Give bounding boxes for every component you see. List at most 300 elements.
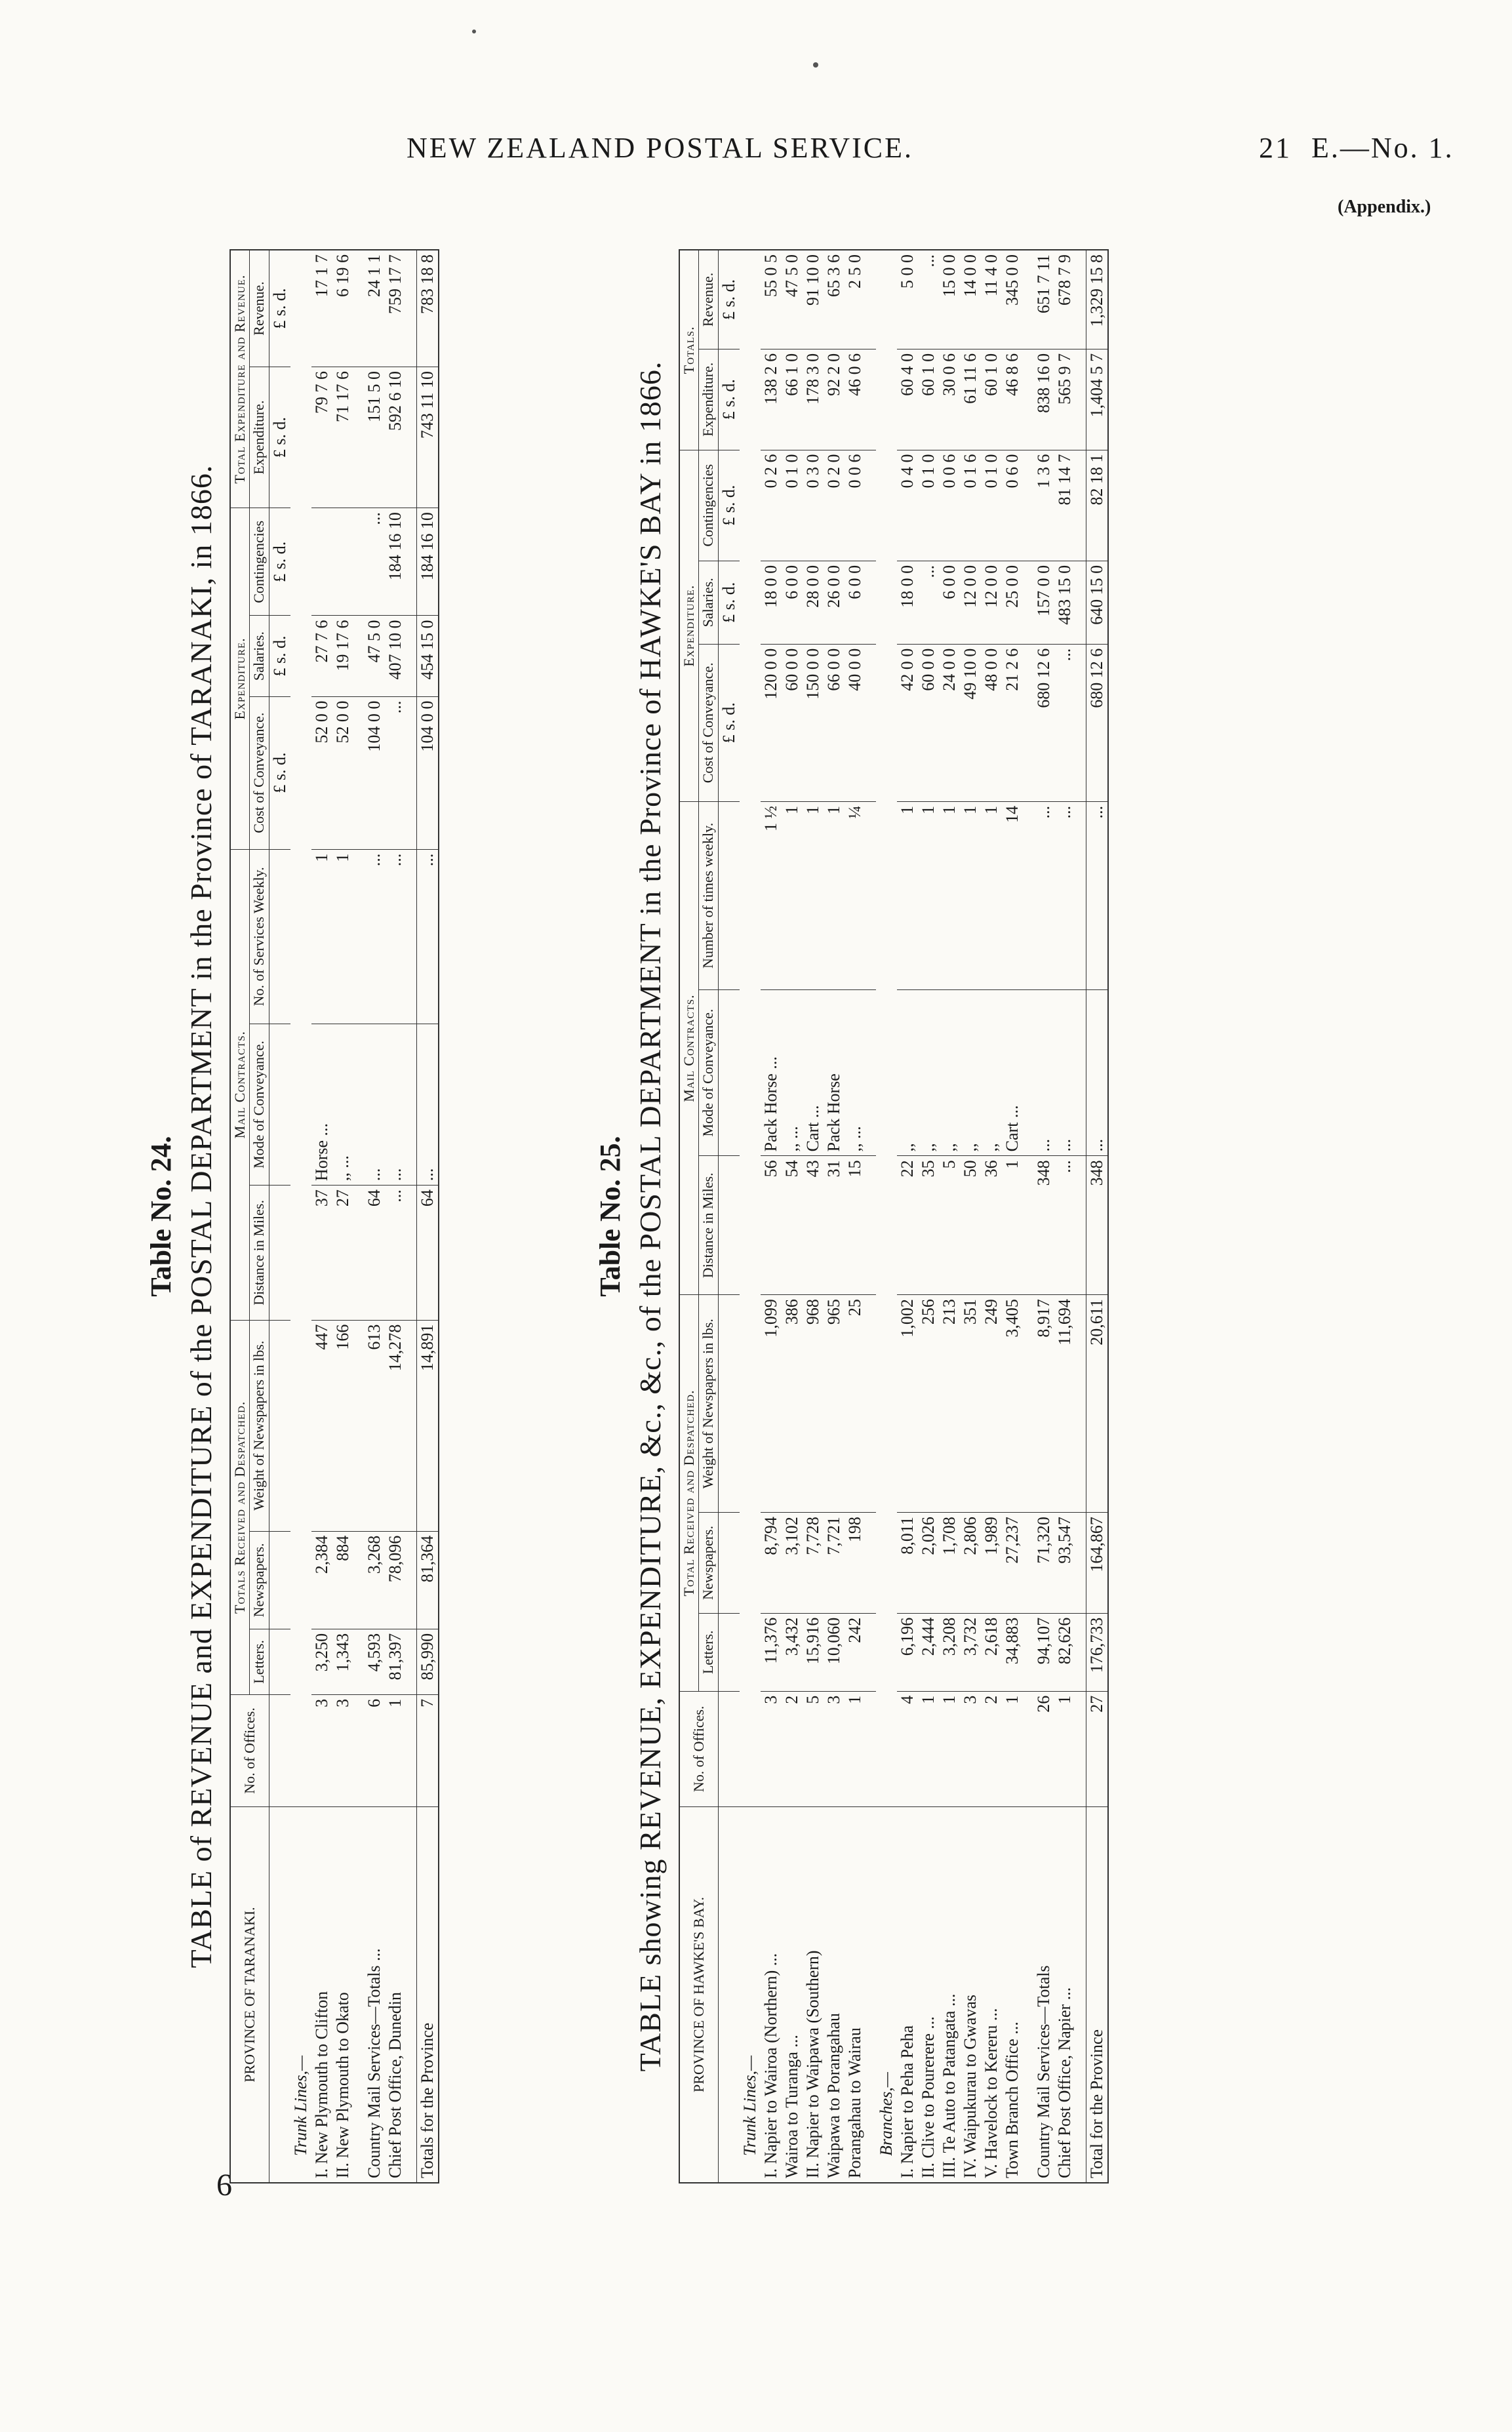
table-cell: 0 2 6 [761,450,782,561]
table-cell: 164,867 [1086,1513,1108,1614]
table-cell: ... [1054,801,1075,989]
row-spacer [406,250,417,2183]
appendix-label: (Appendix.) [1338,197,1431,217]
t24-group-total-exp: Total Expenditure and Revenue. [230,250,250,508]
table-cell: 184 16 10 [416,508,439,616]
t25-col-distance: Distance in Miles. [699,1156,718,1295]
t24-unit: £ s. d. [269,696,290,849]
table-cell: ,, ... [845,989,865,1156]
table-cell: 6,196 [897,1613,918,1691]
table-cell: Pack Horse [824,989,845,1156]
table-cell: 3 [960,1691,981,1806]
t25-col-expenditure: Expenditure. [699,349,718,450]
row-spacer [353,250,364,2183]
table-cell: 783 18 8 [416,250,439,367]
table-cell: 8,794 [761,1513,782,1614]
table-cell: 54 [782,1156,803,1295]
table-cell: ... [416,849,439,1024]
table-cell: 48 0 0 [981,644,1002,801]
table-cell: 92 2 0 [824,349,845,450]
ink-speck [472,30,476,33]
table-cell: 0 6 0 [1002,450,1023,561]
table-cell: ... [1054,1156,1075,1295]
table-cell: 151 5 0 [364,367,385,508]
table-cell: 50 [960,1156,981,1295]
table-cell: 28 0 0 [803,561,824,644]
table-cell: 60 4 0 [897,349,918,450]
table-cell: 26 0 0 [824,561,845,644]
t24-col-expenditure: Expenditure. [250,367,269,508]
table-row [782,250,803,2183]
table-cell: 1 [897,801,918,989]
table-cell: 7 [416,1694,439,1806]
t24-unit: £ s. d. [269,508,290,616]
table-cell: 60 1 0 [918,349,939,450]
t24-col-cost: Cost of Conveyance. [250,696,269,849]
table-cell: 26 [1033,1691,1054,1806]
table-25-caption: TABLE showing REVENUE, EXPENDITURE, &c., &c., of the POSTAL DEPARTMENT in the Province of HAWKE'S BAY in 1866. [633,361,667,2072]
table-cell: 1 [311,849,332,1024]
table-cell: 0 0 6 [939,450,960,561]
t25-col-contingencies: Contingencies [699,450,718,561]
table-row [939,250,960,2183]
table-cell: 34,883 [1002,1613,1023,1691]
table-cell: 1,099 [761,1295,782,1513]
table-cell: 447 [311,1320,332,1531]
t24-section-trunk: Trunk Lines,— [290,1807,311,2183]
table-cell: ,, ... [332,1024,353,1186]
table-cell: 0 3 0 [803,450,824,561]
table-cell: 21 2 6 [1002,644,1023,801]
table-cell: ¼ [845,801,865,989]
table-cell: 2 [981,1691,1002,1806]
table-cell: 91 10 0 [803,250,824,349]
table-cell: 242 [845,1613,865,1691]
table-cell: 27 [1086,1691,1108,1806]
table-cell: 15,916 [803,1613,824,1691]
table-cell: 85,990 [416,1629,439,1694]
table-cell: 4 [897,1691,918,1806]
table-row [981,250,1002,2183]
table-cell: 40 0 0 [845,644,865,801]
row-label: II. Clive to Pourerere ... [918,1807,939,2183]
table-cell: 3 [824,1691,845,1806]
row-label: Wairoa to Turanga ... [782,1807,803,2183]
table-row [960,250,981,2183]
table-cell: ... [1086,801,1108,989]
table-cell: 1 [918,1691,939,1806]
table-cell: 150 0 0 [803,644,824,801]
table-cell: 49 10 0 [960,644,981,801]
table-cell: ,, [960,989,981,1156]
row-label: Country Mail Services—Totals [1033,1807,1054,2183]
t25-col-offices: No. of Offices. [679,1691,718,1806]
t25-col-salaries: Salaries. [699,561,718,644]
table-cell: 15 [845,1156,865,1295]
table-cell: 12 0 0 [981,561,1002,644]
table-cell: ... [918,561,939,644]
row-label: Total for the Province [1086,1807,1108,2183]
table-cell: 3 [332,1694,353,1806]
table-cell: 20,611 [1086,1295,1108,1513]
table-cell: 24 1 1 [364,250,385,367]
table-24-body [269,250,439,2183]
table-cell: 2 [782,1691,803,1806]
table-row [824,250,845,2183]
table-cell: 12 0 0 [960,561,981,644]
table-cell: 14 [1002,801,1023,989]
table-cell: 0 1 6 [960,450,981,561]
table-cell: 78,096 [385,1531,406,1629]
table-cell: 82,626 [1054,1613,1075,1691]
t25-col-newspapers: Newspapers. [699,1513,718,1614]
table-cell: 965 [824,1295,845,1513]
row-label: Waipawa to Porangahau [824,1807,845,2183]
table-cell: 1 [845,1691,865,1806]
table-cell: 613 [364,1320,385,1531]
table-cell: 104 0 0 [416,696,439,849]
t24-unit: £ s. d. [269,250,290,367]
table-row [1033,250,1054,2183]
table-24-caption: TABLE of REVENUE and EXPENDITURE of the POSTAL DEPARTMENT in the Province of TARANAKI, in 1866. [184,464,218,1968]
t25-section-trunk: Trunk Lines,— [740,1807,761,2183]
t24-group-totals: Totals Received and Despatched. [230,1320,250,1694]
table-cell: 14,891 [416,1320,439,1531]
table-cell: 25 [845,1295,865,1513]
table-cell: ... [385,1024,406,1186]
table-cell: 2,444 [918,1613,939,1691]
table-cell: 11,694 [1054,1295,1075,1513]
table-cell: 3 [311,1694,332,1806]
table-cell: 345 0 0 [1002,250,1023,349]
table-cell: 11,376 [761,1613,782,1691]
table-cell: 5 0 0 [897,250,918,349]
table-cell: 0 1 0 [918,450,939,561]
table-cell: 1 [1002,1156,1023,1295]
table-cell: 680 12 6 [1033,644,1054,801]
table-cell: 42 0 0 [897,644,918,801]
table-cell: Cart ... [1002,989,1023,1156]
table-cell: 18 0 0 [761,561,782,644]
table-cell: 1 [939,801,960,989]
row-label: Porangahau to Wairau [845,1807,865,2183]
t25-col-weight: Weight of Newspapers in lbs. [699,1295,718,1513]
table-cell: 838 16 0 [1033,349,1054,450]
table-cell: 55 0 5 [761,250,782,349]
table-cell: 1 3 6 [1033,450,1054,561]
table-24-number: Table No. 24. [145,1136,177,1297]
ink-speck [813,62,818,68]
table-row [918,250,939,2183]
table-row [364,250,385,2183]
table-row [897,250,918,2183]
table-cell: 1 [803,801,824,989]
t25-group-totals: Total Received and Despatched. [679,1295,699,1692]
table-cell: 27,237 [1002,1513,1023,1614]
table-row [311,250,332,2183]
table-cell: 14,278 [385,1320,406,1531]
table-cell: 2,618 [981,1613,1002,1691]
table-cell: 1,708 [939,1513,960,1614]
table-cell: Cart ... [803,989,824,1156]
running-head-ref: E.—No. 1. [1311,132,1454,164]
table-cell: 37 [311,1186,332,1321]
t25-group-mail: Mail Contracts. [679,801,699,1294]
row-label: II. Napier to Waipawa (Southern) [803,1807,824,2183]
t25-unit: £ s. d. [718,561,740,644]
table-cell: 213 [939,1295,960,1513]
t24-col-province: PROVINCE OF TARANAKI. [230,1807,269,2183]
table-cell: 10,060 [824,1613,845,1691]
table-cell: 27 7 6 [311,616,332,696]
row-label: Chief Post Office, Napier ... [1054,1807,1075,2183]
table-cell: ... [1086,989,1108,1156]
table-cell: 1 [960,801,981,989]
table-row [332,250,353,2183]
table-cell: 565 9 7 [1054,349,1075,450]
row-label: Country Mail Services—Totals ... [364,1807,385,2183]
table-row [803,250,824,2183]
running-head-title: NEW ZEALAND POSTAL SERVICE. [407,132,914,164]
table-cell: ,, [939,989,960,1156]
t24-unit: £ s. d. [269,367,290,508]
table-row [845,250,865,2183]
table-cell: 178 3 0 [803,349,824,450]
table-cell: 407 10 0 [385,616,406,696]
table-cell: 79 7 6 [311,367,332,508]
table-cell: 19 17 6 [332,616,353,696]
table-cell: 94,107 [1033,1613,1054,1691]
table-cell: 0 1 0 [782,450,803,561]
table-cell: 60 0 0 [782,644,803,801]
table-cell: 24 0 0 [939,644,960,801]
table-cell: 47 5 0 [782,250,803,349]
table-cell: ... [918,250,939,349]
t25-col-services: Number of times weekly. [699,801,718,989]
table-cell: 5 [939,1156,960,1295]
t25-group-totals2: Totals. [679,250,699,450]
table-cell: 1 [824,801,845,989]
table-cell: 1 ½ [761,801,782,989]
table-cell: 31 [824,1156,845,1295]
table-row [1054,250,1075,2183]
table-cell: 759 17 7 [385,250,406,367]
table-cell: 120 0 0 [761,644,782,801]
table-cell: 651 7 11 [1033,250,1054,349]
table-row [1086,250,1108,2183]
table-cell: 386 [782,1295,803,1513]
table-cell: 17 1 7 [311,250,332,367]
table-cell: 1,329 15 8 [1086,250,1108,349]
table-cell: ... [416,1024,439,1186]
table-row [1002,250,1023,2183]
table-25-body [718,250,1108,2183]
table-cell: 0 4 0 [897,450,918,561]
table-cell: ... [364,849,385,1024]
table-cell: 1 [1054,1691,1075,1806]
table-cell: 454 15 0 [416,616,439,696]
table-cell: 0 1 0 [981,450,1002,561]
table-cell: 6 0 0 [845,561,865,644]
row-label: Chief Post Office, Dunedin [385,1807,406,2183]
table-cell: 60 0 0 [918,644,939,801]
table-cell: 8,917 [1033,1295,1054,1513]
t24-col-contingencies: Contingencies [250,508,269,616]
table-cell: ,, [897,989,918,1156]
table-cell: 52 0 0 [311,696,332,849]
table-cell: 176,733 [1086,1613,1108,1691]
table-cell: 61 11 6 [960,349,981,450]
table-cell: 7,721 [824,1513,845,1614]
table-cell: 678 7 9 [1054,250,1075,349]
table-cell: 81,397 [385,1629,406,1694]
table-cell: 592 6 10 [385,367,406,508]
table-cell: 249 [981,1295,1002,1513]
table-cell: 157 0 0 [1033,561,1054,644]
table-cell: 81 14 7 [1054,450,1075,561]
table-cell: 3,102 [782,1513,803,1614]
table-cell: ,, [918,989,939,1156]
table-cell: 4,593 [364,1629,385,1694]
table-cell: 56 [761,1156,782,1295]
table-cell: ... [364,508,385,616]
table-cell: 1 [918,801,939,989]
table-cell: 71,320 [1033,1513,1054,1614]
table-cell: ,, ... [782,989,803,1156]
table-cell: 1 [1002,1691,1023,1806]
table-cell: 0 0 6 [845,450,865,561]
table-cell: 348 [1086,1156,1108,1295]
table-cell: 2 5 0 [845,250,865,349]
table-cell: 884 [332,1531,353,1629]
table-cell: 7,728 [803,1513,824,1614]
table-cell: 640 15 0 [1086,561,1108,644]
table-cell: 483 15 0 [1054,561,1075,644]
table-cell: 65 3 6 [824,250,845,349]
table-cell: 1 [939,1691,960,1806]
row-label: I. New Plymouth to Clifton [311,1807,332,2183]
table-cell: ... [1033,801,1054,989]
table-cell: 22 [897,1156,918,1295]
table-cell: 6 0 0 [939,561,960,644]
table-cell: 15 0 0 [939,250,960,349]
table-cell: 60 1 0 [981,349,1002,450]
table-cell: Horse ... [311,1024,332,1186]
t24-unit: £ s. d. [269,616,290,696]
table-cell: 3,432 [782,1613,803,1691]
table-25-number: Table No. 25. [594,1136,626,1297]
row-label: III. Te Auto to Patangata ... [939,1807,960,2183]
table-cell: 43 [803,1156,824,1295]
t25-col-mode: Mode of Conveyance. [699,989,718,1156]
table-cell: 46 8 6 [1002,349,1023,450]
table-cell: ... [1054,644,1075,801]
row-label: Totals for the Province [416,1807,439,2183]
table-cell: ,, [981,989,1002,1156]
table-24 [229,249,439,2183]
row-spacer [865,250,876,2183]
table-cell: ... [1054,989,1075,1156]
table-cell: 351 [960,1295,981,1513]
table-cell: 743 11 10 [416,367,439,508]
table-cell: 71 17 6 [332,367,353,508]
table-24-block [144,249,439,2183]
table-cell: Pack Horse ... [761,989,782,1156]
table-cell: 47 5 0 [364,616,385,696]
table-cell: 2,026 [918,1513,939,1614]
table-cell: 35 [918,1156,939,1295]
row-spacer [1023,250,1033,2183]
t24-col-services: No. of Services Weekly. [250,849,269,1024]
table-cell: 46 0 6 [845,349,865,450]
page-number: 6 [216,2168,232,2203]
table-cell: ... [385,1186,406,1321]
table-cell: 138 2 6 [761,349,782,450]
table-cell: 256 [918,1295,939,1513]
running-head-page: 21 [1259,132,1292,164]
table-cell: 2,384 [311,1531,332,1629]
table-cell: 93,547 [1054,1513,1075,1614]
table-cell: 6 [364,1694,385,1806]
t24-group-expenditure: Expenditure. [230,508,250,850]
table-cell: 5 [803,1691,824,1806]
table-cell: 6 19 6 [332,250,353,367]
table-cell: 1,404 5 7 [1086,349,1108,450]
table-cell: 1 [385,1694,406,1806]
t25-col-letters: Letters. [699,1613,718,1691]
table-cell [332,508,353,616]
table-cell: 66 1 0 [782,349,803,450]
table-cell: 11 4 0 [981,250,1002,349]
table-cell: 104 0 0 [364,696,385,849]
table-cell: ... [385,849,406,1024]
table-cell: 1 [981,801,1002,989]
table-cell: 8,011 [897,1513,918,1614]
table-cell: 82 18 1 [1086,450,1108,561]
table-cell: 3,732 [960,1613,981,1691]
t24-col-mode: Mode of Conveyance. [250,1024,269,1186]
table-cell: ... [385,696,406,849]
table-cell: 36 [981,1156,1002,1295]
t25-col-province: PROVINCE OF HAWKE'S BAY. [679,1807,718,2183]
t24-col-salaries: Salaries. [250,616,269,696]
t24-col-letters: Letters. [250,1629,269,1694]
table-cell: 3,268 [364,1531,385,1629]
table-cell [311,508,332,616]
table-cell: ... [1033,989,1054,1156]
table-cell: 198 [845,1513,865,1614]
table-cell: 52 0 0 [332,696,353,849]
table-cell: 30 0 6 [939,349,960,450]
t25-col-cost: Cost of Conveyance. [699,644,718,801]
t25-section-branches: Branches,— [876,1807,897,2183]
t25-group-expenditure: Expenditure. [679,450,699,801]
table-cell: 968 [803,1295,824,1513]
row-spacer [1075,250,1086,2183]
row-label: Town Branch Office ... [1002,1807,1023,2183]
table-cell: 3 [761,1691,782,1806]
row-label: IV. Waipukurau to Gwavas [960,1807,981,2183]
table-cell: 1,989 [981,1513,1002,1614]
t24-col-weight: Weight of Newspapers in lbs. [250,1320,269,1531]
table-cell: 1,343 [332,1629,353,1694]
table-cell: 25 0 0 [1002,561,1023,644]
table-cell: 1 [332,849,353,1024]
table-row [416,250,439,2183]
table-cell: 184 16 10 [385,508,406,616]
table-cell: 66 0 0 [824,644,845,801]
table-cell: 64 [364,1186,385,1321]
